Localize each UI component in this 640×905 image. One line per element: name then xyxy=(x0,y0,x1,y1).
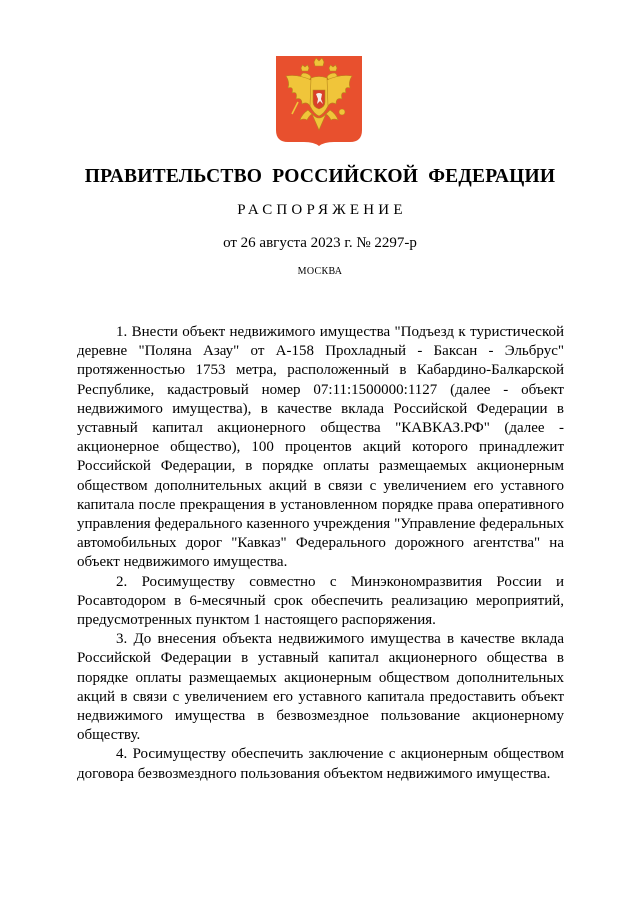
double-headed-eagle-icon xyxy=(276,56,362,146)
paragraph-2: 2. Росимуществу совместно с Минэкономразвития России и Росавтодором в 6-месячный срок обеспечить реализацию мероприятий, предусмотренных пунктом 1 настоящего распоряжения. xyxy=(77,573,564,629)
government-title: ПРАВИТЕЛЬСТВО РОССИЙСКОЙ ФЕДЕРАЦИИ xyxy=(84,166,556,187)
document-city: МОСКВА xyxy=(297,266,343,277)
paragraph-3: 3. До внесения объекта недвижимого имущества в качестве вклада Российской Федерации в уставный капитал акционерного общества в порядке оплаты размещаемых акционерным обществом дополнительных акций в связи с увеличением его уставного капитала предоставить объект недвижимого имущества в безвозмездное пользование акционерному обществу. xyxy=(77,631,564,744)
orb-icon xyxy=(339,109,345,115)
paragraph-4: 4. Росимуществу обеспечить заключение с акционерным обществом договора безвозмездного пользования объектом недвижимого имущества. xyxy=(77,746,564,782)
paragraph-1: 1. Внести объект недвижимого имущества "Подъезд к туристической деревне "Поляна Азау" от А-158 Прохладный - Баксан - Эльбрус" протяженностью 1753 метра, расположенный в Кабардино-Балкарской Республике, кадастровый номер 07:11:1500000:1127 (далее - объект недвижимого имущества), в качестве вклада Российской Федерации в уставный капитал акционерного общества "КАВКАЗ.РФ" (далее - акционерное общество), 100 процентов акций которого принадлежит Российской Федерации, в порядке оплаты размещаемых акционерным обществом дополнительных акций в связи с увеличением его уставного капитала после прекращения в установленном порядке права оперативного управления федерального казенного учреждения "Управление федеральных автомобильных дорог "Кавказ" Федерального дорожного агентства" на объект недвижимого имущества. xyxy=(77,324,564,571)
document-date-number: от 26 августа 2023 г. № 2297-р xyxy=(223,235,417,251)
document-body xyxy=(77,323,564,784)
document-type: РАСПОРЯЖЕНИЕ xyxy=(237,202,407,218)
coat-of-arms-emblem xyxy=(276,56,362,146)
